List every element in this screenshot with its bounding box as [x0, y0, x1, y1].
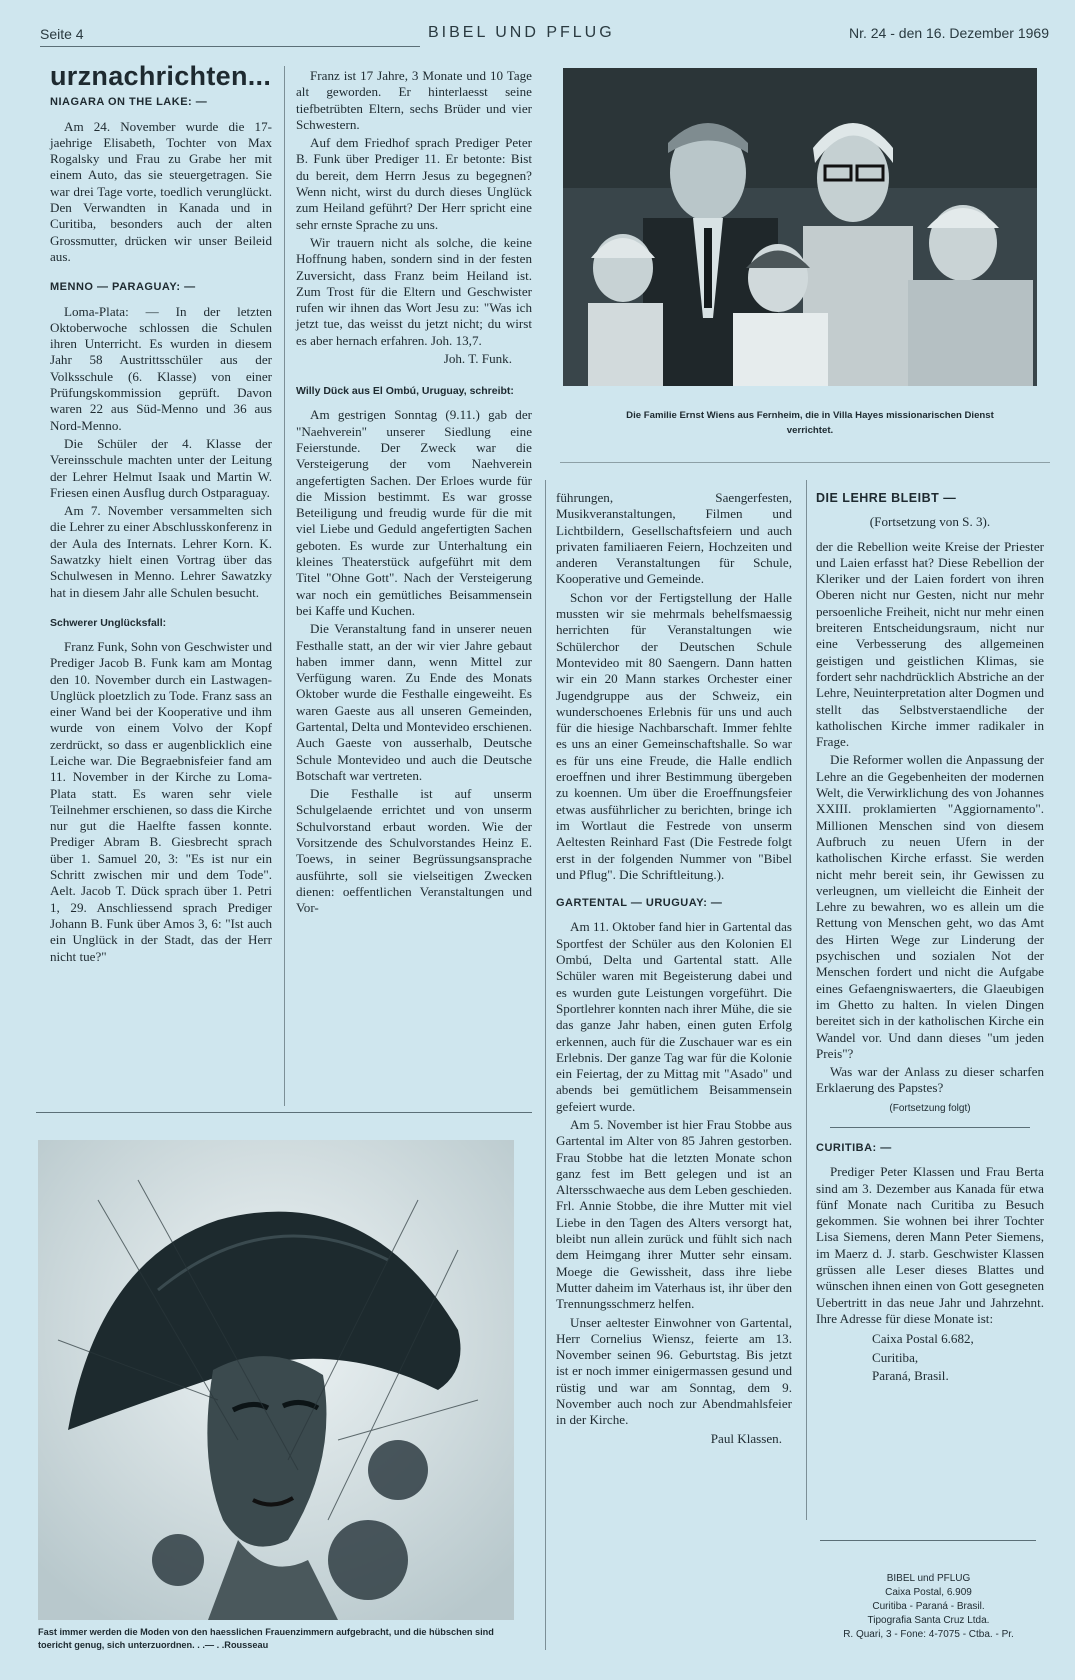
- fashion-photo: [38, 1140, 514, 1620]
- divider-2: [545, 480, 546, 1650]
- imprint-title: BIBEL und PFLUG: [886, 1573, 971, 1584]
- fortsetzung-folgt: (Fortsetzung folgt): [889, 1102, 971, 1114]
- header-rule: [40, 46, 420, 47]
- rule-bottom-photo: [36, 1112, 532, 1113]
- issue-date: Nr. 24 - den 16. Dezember 1969: [848, 25, 1049, 41]
- text-menno-3: Am 7. November versammelten sich die Lehrer zu einer Abschlusskonferenz in der Aula des Internats. Lehrer Korn. K. Sawatzky hielt einen Vortrag über das Schulwesen in Menno. Lehrer Sawatzky hat in diesem Jahr alle Schulen besucht.: [50, 503, 272, 600]
- text-unglueck: Franz Funk, Sohn von Geschwister und Prediger Jacob B. Funk kam am Montag den 10. November durch ein Lastwagen-Unglück ploetzlich zu Tode. Franz sass an einer Wand bei der Kooperative und ihm wurde von einem Volvo der Kopf zerdrückt, so dass er augenblicklich eine Leiche war. Die Begraebnisfeier fand am 11. November in der Kirche zu Loma-Plata statt. Es waren sehr viele Teilnehmer erschienen, so dass die Kirche nur gut die Haelfte fassen konnte. Prediger Abram B. Giesbrecht sprach über 1. Samuel 20, 3: "Es ist nur ein Schritt zwischen mir und dem Tode". Aelt. Jacob T. Dück sprach über 1. Petri 1, 29. Anschliessend sprach Prediger Johann B. Funk über Amos 3, 6: "Ist auch ein Unglück in der Stadt, das der Herr nicht tue?": [50, 638, 272, 964]
- heading-lehre: DIE LEHRE BLEIBT —: [816, 491, 957, 505]
- fashion-photo-caption: Fast immer werden die Moden von den haesslichen Frauenzimmern aufgebracht, und die hübschen sind toericht genug, sich unterzuordnen. . .— . .Rousseau: [38, 1627, 494, 1650]
- signature-klassen: Paul Klassen.: [710, 1430, 782, 1446]
- rule-curitiba: [830, 1127, 1030, 1128]
- text-menno-1: Loma-Plata: — In der letzten Oktoberwoche schlossen die Schulen ihren Unterricht. Es wurden in diesem Jahr 58 Austrittsschüler aus der Volksschule (6. Klasse) von einer Prüfungskommission geprüft. Davon waren 22 aus Süd-Menno und 36 aus Nord-Menno.: [50, 303, 272, 433]
- imprint: [806, 1572, 1051, 1642]
- address-line-3: Paraná, Brasil.: [872, 1367, 949, 1383]
- imprint-address: R. Quari, 3 - Fone: 4-7075 - Ctba. - Pr.: [843, 1629, 1014, 1640]
- divider-3: [806, 480, 807, 1520]
- rule-top-right: [560, 462, 1050, 463]
- signature-funk: Joh. T. Funk.: [443, 351, 512, 367]
- column-3: [556, 490, 792, 1449]
- heading-unglueck: Schwerer Unglücksfall:: [50, 616, 167, 629]
- text-menno-2: Die Schüler der 4. Klasse der Vereinsschule machten unter der Leitung der Lehrer Helmut Isaak und Martin W. Friesen einen Ausflug durch Ostparaguay.: [50, 435, 272, 500]
- address-line-1: Caixa Postal 6.682,: [872, 1331, 974, 1347]
- text-franz-age: Franz ist 17 Jahre, 3 Monate und 10 Tage alt geworden. Er hinterlaesst seine tiefbetrübten Eltern, sechs Brüder und vier Schwestern.: [296, 68, 532, 132]
- column-2: [296, 68, 532, 919]
- heading-gartental: GARTENTAL — URUGUAY: —: [556, 897, 723, 910]
- heading-willy: Willy Dück aus El Ombú, Uruguay, schreibt:: [296, 385, 514, 398]
- text-festhalle-1: Die Veranstaltung fand in unserer neuen Festhalle statt, an der wir vier Jahre gebaut haben immer dann, wenn Mittel zur Verfügung waren. Zu Ende des Monats Oktober wurde die Festhalle eingeweiht. Es waren Gaeste aus all unseren Gemeinden, Gartental, Delta und Montevideo erschienen. Auch Gaeste von ausserhalb, Deutsche Schule Montevideo und auch die Deutsche Botschaft war vertreten.: [296, 621, 532, 783]
- text-rebellion: der die Rebellion weite Kreise der Priester und Laien erfasst hat? Diese Rebellion der Kleriker und der Laien fordert von ihren Oberen nicht nur Gesten, nicht nur mehr persoenliche Freiheit, nicht nur mehr einen breiteren Entscheidungsraum, nicht nur eine Verbesserung des allgemeinen geistigen und geistlichen Klimas, sie fordert sehr nachdrücklich Abstriche an der Lehre, Neuinterpretation alter Dogmen und stellt das Selbstverstaendliche der katholischen Kirche immer radikaler in Frage.: [816, 538, 1044, 750]
- masthead: BIBEL UND PFLUG: [428, 24, 615, 41]
- heading-curitiba: CURITIBA: —: [816, 1141, 892, 1154]
- text-anlass: Was war der Anlass zu dieser scharfen Erklaerung des Papstes?: [816, 1064, 1044, 1096]
- imprint-postal: Caixa Postal, 6.909: [885, 1587, 972, 1598]
- column-4: [816, 490, 1044, 1386]
- text-niagara: Am 24. November wurde die 17-jaehrige Elisabeth, Tochter von Max Rogalsky und Frau zu Grabe her mit einem Auto, das sie steuergetragen. Sie war drei Tage vorte, toedlich verunglückt. Den Verwandten in Kanada und in Curitiba, besonders auch der alten Grossmutter, drücken wir unser Beileid aus.: [50, 118, 272, 264]
- text-reformer: Die Reformer wollen die Anpassung der Lehre an die Gegebenheiten der modernen Welt, die Verwirklichung des von Johannes XXIII. proklamierten "Aggiornamento". Millionen Menschen sind von diesem Aufbruch zu neuen Ufern in der katholischen Kirche erfasst. Sie werden nicht mehr bereit sein, ihr Gewissen zu verleugnen, um vielleicht die Einheit der Lehre zu bewahren, wo es allein um die Rettung von Menschen geht, wo das Amt des Hirten Wege zur Linderung der psychischen und sozialen Not der Menschen fordert und nicht die Aufgabe eines Gefaengniswaerters, die Glaeubigen im Ghetto zu halten. In vielen Dingen bereitet sich in der katholischen Kirche ein Wandel vor. Und dann dieses "um jeden Preis"?: [816, 752, 1044, 1061]
- text-sportfest: Am 11. Oktober fand hier in Gartental das Sportfest der Schüler aus den Kolonien El Ombú, Delta und Gartental statt. Alle Schüler waren mit Begeisterung dabei und es wurden gute Leistungen vorgeführt. Die Sportlehrer konnten nach ihrer Mühe, die sie das ganze Jahr haben, einen guten Erfolg erkennen, auch für die Zuschauer war es ein Erlebnis. Der ganze Tag war für die Kolonie ein Feiertag, der zu Mittag mit "Asado" und abends bei gemütlichem Beisammensein gefeiert wurde.: [556, 919, 792, 1114]
- text-friedhof: Auf dem Friedhof sprach Prediger Peter B. Funk über Prediger 11. Er betonte: Bist du bereit, dem Herrn Jesus zu begegnen? Wenn nicht, wirst du durch dieses Unglück zum Heiland geführt? Der Herr spricht eine sehr ernste Sprache zu uns.: [296, 135, 532, 232]
- heading-niagara: NIAGARA ON THE LAKE: —: [50, 96, 208, 109]
- divider-1: [284, 66, 285, 1106]
- address-line-2: Curitiba,: [872, 1349, 919, 1365]
- text-wiensz: Unser aeltester Einwohner von Gartental, Herr Cornelius Wiensz, feierte am 13. November seinen 96. Geburtstag. Bis jetzt ist er noch immer einigermassen gesund und rüstig und war am Sonntag, dem 9. November auch noch zur Abendmahlsfeier in der Kirche.: [556, 1314, 792, 1428]
- imprint-printer: Tipografia Santa Cruz Ltda.: [867, 1615, 990, 1626]
- rule-imprint: [820, 1540, 1036, 1541]
- column-1: [50, 61, 272, 967]
- family-photo-caption: Die Familie Ernst Wiens aus Fernheim, die in Villa Hayes missionarischen Dienst verrichtet.: [626, 410, 994, 436]
- page-number: Seite 4: [40, 26, 84, 42]
- text-trauern: Wir trauern nicht als solche, die keine Hoffnung haben, sondern sind in der festen Zuversicht, dass Franz beim Heiland ist. Zum Trost für die Eltern und Geschwister rufen wir ihnen das Wort Jesu zu: "Was ich jetzt tue, das weisst du jetzt nicht; du wirst es aber hernach erfahren. Joh. 13,7.: [296, 234, 532, 348]
- fashion-photo-graphic: [38, 1140, 514, 1620]
- text-auffuehrungen: führungen, Saengerfesten, Musikveranstaltungen, Filmen und Lichtbildern, Gesellschaftsfeiern und auch privaten familiaeren Feiern, Hochzeiten und anderen Veranstaltungen für Schule, Kooperative und Gemeinde.: [556, 490, 792, 587]
- imprint-city: Curitiba - Paraná - Brasil.: [872, 1601, 985, 1612]
- family-photo-graphic: [563, 68, 1037, 386]
- text-curitiba: Prediger Peter Klassen und Frau Berta sind am 3. Dezember aus Kanada für etwa fünf Monate nach Curitiba zu Besuch gekommen. Sie wohnen bei ihrer Tochter Lisa Siemens, deren Mann Peter Siemens, im Maerz d. J. starb. Geschwister Klassen grüssen alle Leser dieses Blattes und wünschen ihnen einen von Gott gesegneten Uebertritt in das neue Jahr und Jahrzehnt. Ihre Adresse für diese Monate ist:: [816, 1164, 1044, 1326]
- subtitle-fortsetzung: (Fortsetzung von S. 3).: [869, 514, 991, 530]
- family-photo: [563, 68, 1037, 386]
- section-title: urznachrichten...: [50, 61, 272, 91]
- text-stobbe: Am 5. November ist hier Frau Stobbe aus Gartental im Alter von 85 Jahren gestorben. Frau Stobbe hat die letzten Monate schon ganz fest im Bett gelegen und ist an Altersschwaeche aus dem Leben geschieden. Frl. Annie Stobbe, die ihre Mutter mit viel Liebe in den Tagen des Alters versorgt hat, bleibt nun allein zurück und fühlt sich nach dem Heimgang ihrer Mutter sehr einsam. Moege die Gewissheit, dass ihre liebe Mutter daheim im Vaterhaus ist, ihr über den Trennungsschmerz helfen.: [556, 1116, 792, 1312]
- text-naehverein: Am gestrigen Sonntag (9.11.) gab der "Naehverein" unserer Siedlung eine Feierstunde. Der Zweck war die Versteigerung der vom Naehverein angefertigten Sachen. Der Erloes wurde für die Mission bestimmt. Es war grosse Beteiligung und freudig wurde für die mit viel Liebe und Geduld angefertigten Sachen geboten. Es wurde zur Unterhaltung ein kleines Theaterstück aufgeführt mit dem Titel "Ohne Gott". Nach der Versteigerung war noch ein gemütliches Beisammensein bei Kaffe und Kuchen.: [296, 407, 532, 618]
- text-fertigstellung: Schon vor der Fertigstellung der Halle mussten wir sie mehrmals behelfsmaessig herrichten für Veranstaltungen wie Schülerchor der Deutschen Schule Montevideo mit 80 Saengern. Dann hatten wir ein 20 Mann starkes Orchester einer Jugendgruppe aus der Schweiz, ein wunderschoenes Erlebnis für uns und auch für die hiesige Nachbarschaft. Immer fehlte es uns an einer Gemeinschaftshalle. So war es für uns eine Freude, die Halle endlich eroeffnen und ihrer Bestimmung übergeben zu koennen. Um über die Eroeffnungsfeier etwas ausführlicher zu berichten, bringe ich im Wortlaut die Festrede von unserm Aeltesten Reinhard Fast (Die Festrede folgt erst in der folgenden Nummer von "Bibel und Pflug". Die Schriftleitung.).: [556, 589, 792, 882]
- text-festhalle-2: Die Festhalle ist auf unserm Schulgelaende errichtet und von unserm Schulvorstand erbaut worden. Wie der Vorsitzende des Schulvorstandes Heinz E. Toews, in seiner Begrüssungsansprache ausführte, soll sie vielseitigen Zwecken dienen: oeffentlichen Veranstaltungen und Vor-: [296, 786, 532, 916]
- heading-menno: MENNO — PARAGUAY: —: [50, 281, 196, 294]
